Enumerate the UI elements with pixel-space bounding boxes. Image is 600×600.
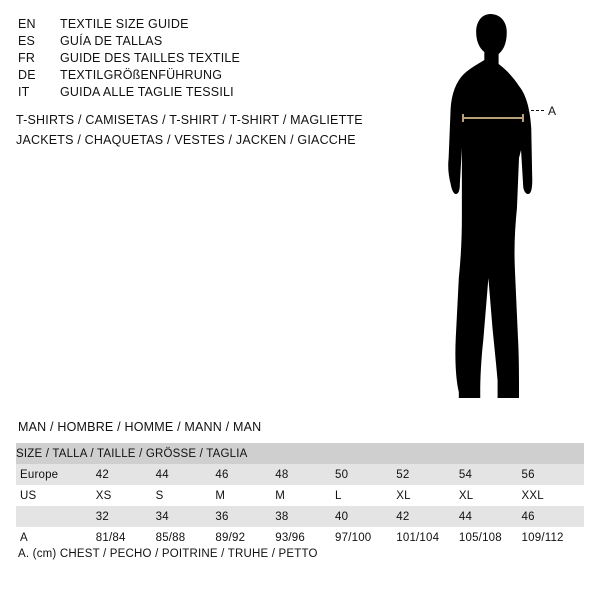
cell-usnum-8: 46 bbox=[522, 506, 584, 527]
cell-usnum-5: 40 bbox=[335, 506, 396, 527]
cell-a-8: 109/112 bbox=[522, 527, 584, 548]
language-code-en: EN bbox=[18, 17, 36, 31]
product-categories bbox=[16, 110, 416, 150]
language-text-en: TEXTILE SIZE GUIDE bbox=[60, 17, 189, 31]
man-silhouette-figure bbox=[395, 8, 595, 408]
cell-europe-6: 52 bbox=[396, 464, 459, 485]
cell-us-8: XXL bbox=[522, 485, 584, 506]
cell-us-1: XS bbox=[96, 485, 156, 506]
table-header-label: SIZE / TALLA / TAILLE / GRÖSSE / TAGLIA bbox=[16, 443, 584, 464]
category-jackets: JACKETS / CHAQUETAS / VESTES / JACKEN / GIACCHE bbox=[16, 133, 356, 147]
cell-a-6: 101/104 bbox=[396, 527, 459, 548]
cell-europe-7: 54 bbox=[459, 464, 522, 485]
language-row-fr bbox=[18, 50, 378, 67]
row-label-europe: Europe bbox=[16, 464, 96, 485]
cell-usnum-4: 38 bbox=[275, 506, 335, 527]
table-header-row bbox=[16, 443, 584, 464]
cell-a-4: 93/96 bbox=[275, 527, 335, 548]
cell-a-7: 105/108 bbox=[459, 527, 522, 548]
cell-us-5: L bbox=[335, 485, 396, 506]
cell-usnum-7: 44 bbox=[459, 506, 522, 527]
callout-label-a: A bbox=[548, 104, 557, 118]
row-label-us: US bbox=[16, 485, 96, 506]
language-code-es: ES bbox=[18, 34, 36, 48]
language-code-it: IT bbox=[18, 85, 30, 99]
cell-a-5: 97/100 bbox=[335, 527, 396, 548]
callout-dash-line bbox=[526, 110, 544, 111]
silhouette-svg bbox=[395, 8, 595, 408]
category-tshirts: T-SHIRTS / CAMISETAS / T-SHIRT / T-SHIRT / MAGLIETTE bbox=[16, 113, 363, 127]
language-text-fr: GUIDE DES TAILLES TEXTILE bbox=[60, 51, 241, 65]
language-code-fr: FR bbox=[18, 51, 36, 65]
language-text-it: GUIDA ALLE TAGLIE TESSILI bbox=[60, 85, 234, 99]
table-row bbox=[16, 464, 584, 485]
cell-us-3: M bbox=[215, 485, 275, 506]
cell-europe-8: 56 bbox=[522, 464, 584, 485]
cell-a-2: 85/88 bbox=[156, 527, 216, 548]
cell-europe-3: 46 bbox=[215, 464, 275, 485]
cell-usnum-1: 32 bbox=[96, 506, 156, 527]
cell-usnum-2: 34 bbox=[156, 506, 216, 527]
language-row-es bbox=[18, 33, 378, 50]
cell-us-7: XL bbox=[459, 485, 522, 506]
language-row-de bbox=[18, 67, 378, 84]
size-table bbox=[16, 443, 584, 548]
row-label-us-numeric bbox=[16, 506, 96, 527]
language-code-de: DE bbox=[18, 68, 36, 82]
cell-us-2: S bbox=[156, 485, 216, 506]
row-label-a: A bbox=[16, 527, 96, 548]
cell-us-6: XL bbox=[396, 485, 459, 506]
cell-a-1: 81/84 bbox=[96, 527, 156, 548]
cell-europe-1: 42 bbox=[96, 464, 156, 485]
table-row bbox=[16, 506, 584, 527]
cell-europe-2: 44 bbox=[156, 464, 216, 485]
body-silhouette bbox=[448, 14, 532, 398]
cell-europe-4: 48 bbox=[275, 464, 335, 485]
table-footnote: A. (cm) CHEST / PECHO / POITRINE / TRUHE / PETTO bbox=[18, 548, 318, 560]
cell-usnum-3: 36 bbox=[215, 506, 275, 527]
language-text-de: TEXTILGRÖßENFÜHRUNG bbox=[60, 68, 223, 82]
table-title: MAN / HOMBRE / HOMME / MANN / MAN bbox=[18, 420, 262, 434]
table-row bbox=[16, 527, 584, 548]
language-row-it bbox=[18, 84, 378, 101]
language-legend bbox=[18, 16, 378, 101]
cell-us-4: M bbox=[275, 485, 335, 506]
cell-europe-5: 50 bbox=[335, 464, 396, 485]
cell-usnum-6: 42 bbox=[396, 506, 459, 527]
language-row-en bbox=[18, 16, 378, 33]
table-row bbox=[16, 485, 584, 506]
cell-a-3: 89/92 bbox=[215, 527, 275, 548]
language-text-es: GUÍA DE TALLAS bbox=[60, 34, 163, 48]
